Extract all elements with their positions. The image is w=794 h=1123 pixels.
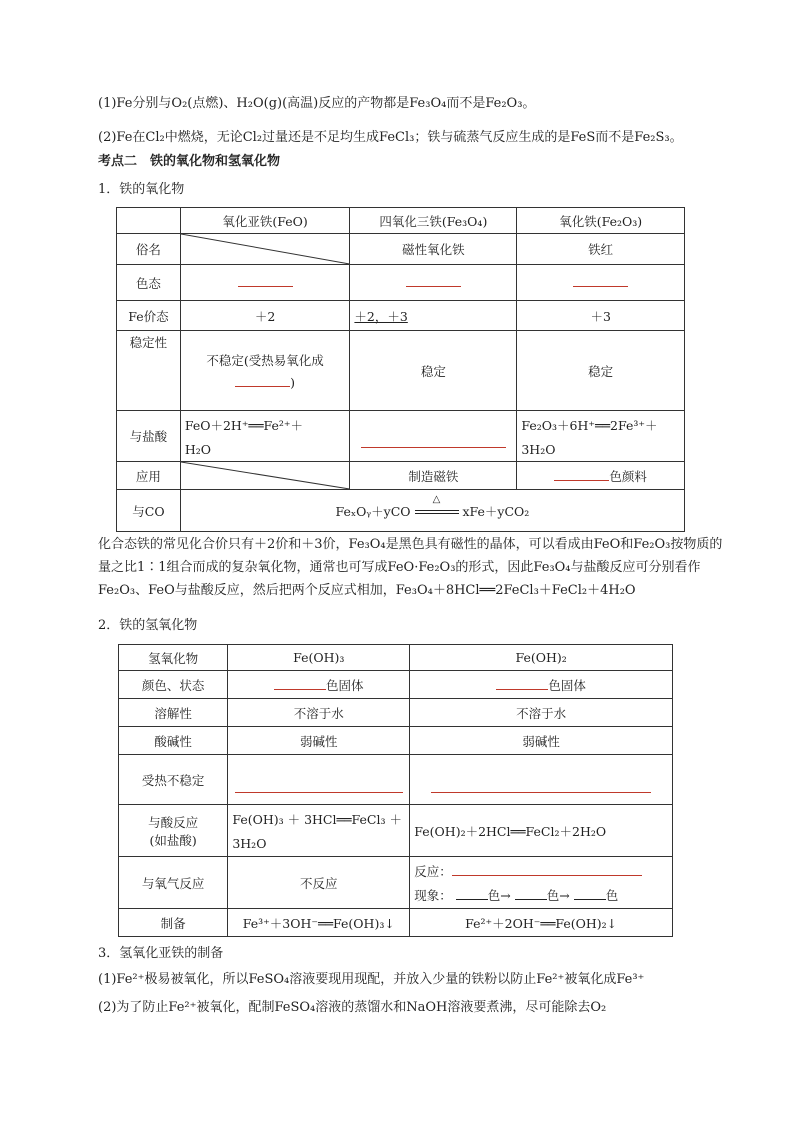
- header-empty: [117, 208, 181, 234]
- fe2o3-common-name: 铁红: [517, 234, 685, 265]
- feoh2-prep: Fe²⁺＋2OH⁻══Fe(OH)₂↓: [410, 909, 673, 937]
- fe2o3-use: 色颜料: [517, 462, 685, 490]
- feoh3-acidity: 弱碱性: [228, 727, 410, 755]
- row-label-hcl: 与盐酸: [117, 411, 181, 462]
- phenomenon-blank-1[interactable]: [456, 889, 488, 900]
- feoh2-color-blank[interactable]: [496, 679, 548, 690]
- feoh3-acid-equation: Fe(OH)₃ ＋ 3HCl══FeCl₃ ＋ 3H₂O: [228, 805, 410, 857]
- intro-line-1: (1)Fe分别与O₂(点燃)、H₂O(g)(高温)反应的产物都是Fe₃O₄而不是Fe₂O₃。: [98, 96, 536, 111]
- fe2o3-use-blank[interactable]: [554, 470, 609, 481]
- feo-stability-blank[interactable]: [235, 376, 290, 387]
- feoh3-heat-blank[interactable]: [228, 755, 410, 805]
- feoh3-color-blank[interactable]: [274, 679, 326, 690]
- h-row-label-acid: 与酸反应 (如盐酸): [119, 805, 228, 857]
- h-header-feoh3: Fe(OH)₃: [228, 645, 410, 671]
- feo-stability: 不稳定(受热易氧化成 ): [180, 331, 350, 411]
- feoh3-prep: Fe³⁺＋3OH⁻══Fe(OH)₃↓: [228, 909, 410, 937]
- section-title: 考点二 铁的氧化物和氢氧化物: [98, 154, 281, 169]
- h-row-label-heat: 受热不稳定: [119, 755, 228, 805]
- fe2o3-valence: ＋3: [517, 301, 685, 331]
- note-1: (1)Fe²⁺极易被氧化，所以FeSO₄溶液要现用现配，并放入少量的铁粉以防止Fe²⁺被氧化成Fe³⁺: [98, 972, 645, 987]
- hydroxides-table: [118, 644, 673, 937]
- feoh3-oxygen: 不反应: [228, 857, 410, 909]
- paragraph-fe3o4: 化合态铁的常见化合价只有＋2价和＋3价，Fe₃O₄是黑色具有磁性的晶体，可以看成由FeO和Fe₂O₃按物质的量之比1∶1组合而成的复杂氧化物，通常也可写成FeO·Fe₂O₃的形式，因此Fe₃O₄与盐酸反应可分别看作Fe₂O₃、FeO与盐酸反应，然后把两个反应式相加，Fe₃O₄＋8HCl══2FeCl₃＋FeCl₂＋4H₂O: [98, 537, 723, 598]
- fe3o4-stability: 稳定: [350, 331, 517, 411]
- row-label-co: 与CO: [117, 490, 181, 532]
- header-fe3o4: 四氧化三铁(Fe₃O₄): [350, 208, 517, 234]
- co-equation: FeₓOᵧ＋yCO △ xFe＋yCO₂: [180, 490, 684, 532]
- h-row-label-acidity: 酸碱性: [119, 727, 228, 755]
- header-feo: 氧化亚铁(FeO): [180, 208, 350, 234]
- phenomenon-blank-2[interactable]: [515, 889, 547, 900]
- note-2: (2)为了防止Fe²⁺被氧化，配制FeSO₄溶液的蒸馏水和NaOH溶液要煮沸，尽可能除去O₂: [98, 1000, 607, 1015]
- row-label-color: 色态: [117, 265, 181, 301]
- subsection-oxides: 1．铁的氧化物: [98, 182, 185, 197]
- oxides-table: [116, 207, 685, 532]
- feoh3-color: 色固体: [228, 671, 410, 699]
- subsection-preparation: 3．氢氧化亚铁的制备: [98, 946, 224, 961]
- fe2o3-stability: 稳定: [517, 331, 685, 411]
- diagonal-cell: [180, 234, 350, 265]
- fe3o4-use: 制造磁铁: [350, 462, 517, 490]
- subsection-hydroxides: 2．铁的氢氧化物: [98, 618, 198, 633]
- header-fe2o3: 氧化铁(Fe₂O₃): [517, 208, 685, 234]
- row-label-common-name: 俗名: [117, 234, 181, 265]
- feo-hcl-equation: FeO＋2H⁺══Fe²⁺＋ H₂O: [180, 411, 350, 462]
- row-label-use: 应用: [117, 462, 181, 490]
- h-row-label-solubility: 溶解性: [119, 699, 228, 727]
- fe2o3-hcl-equation: Fe₂O₃＋6H⁺══2Fe³⁺＋ 3H₂O: [517, 411, 685, 462]
- fe2o3-color-blank[interactable]: [517, 265, 685, 301]
- h-row-label-oxygen: 与氧气反应: [119, 857, 228, 909]
- fe3o4-hcl-blank[interactable]: [350, 411, 517, 462]
- intro-line-2: (2)Fe在Cl₂中燃烧，无论Cl₂过量还是不足均生成FeCl₃；铁与硫蒸气反应生成的是FeS而不是Fe₂S₃。: [98, 130, 683, 145]
- h-header-feoh2: Fe(OH)₂: [410, 645, 673, 671]
- feo-stability-text: 不稳定(受热易氧化成: [206, 353, 324, 368]
- diagonal-cell-use: [180, 462, 350, 490]
- row-label-stability: 稳定性: [117, 331, 181, 411]
- feoh2-acid-equation: Fe(OH)₂＋2HCl══FeCl₂＋2H₂O: [410, 805, 673, 857]
- row-label-valence: Fe价态: [117, 301, 181, 331]
- feoh2-acidity: 弱碱性: [410, 727, 673, 755]
- feoh2-oxygen: 反应： 现象： 色→ 色→ 色: [410, 857, 673, 909]
- fe3o4-color-blank[interactable]: [350, 265, 517, 301]
- feoh2-solubility: 不溶于水: [410, 699, 673, 727]
- phenomenon-blank-3[interactable]: [574, 889, 606, 900]
- feoh3-solubility: 不溶于水: [228, 699, 410, 727]
- feoh2-color: 色固体: [410, 671, 673, 699]
- h-row-label-prep: 制备: [119, 909, 228, 937]
- feoh2-oxygen-reaction-blank[interactable]: [452, 865, 642, 876]
- fe3o4-valence: ＋2，＋3: [350, 301, 517, 331]
- h-row-label-color: 颜色、状态: [119, 671, 228, 699]
- fe3o4-common-name: 磁性氧化铁: [350, 234, 517, 265]
- h-header-label: 氢氧化物: [119, 645, 228, 671]
- feoh2-heat-blank[interactable]: [410, 755, 673, 805]
- feo-color-blank[interactable]: [180, 265, 350, 301]
- feo-valence: ＋2: [180, 301, 350, 331]
